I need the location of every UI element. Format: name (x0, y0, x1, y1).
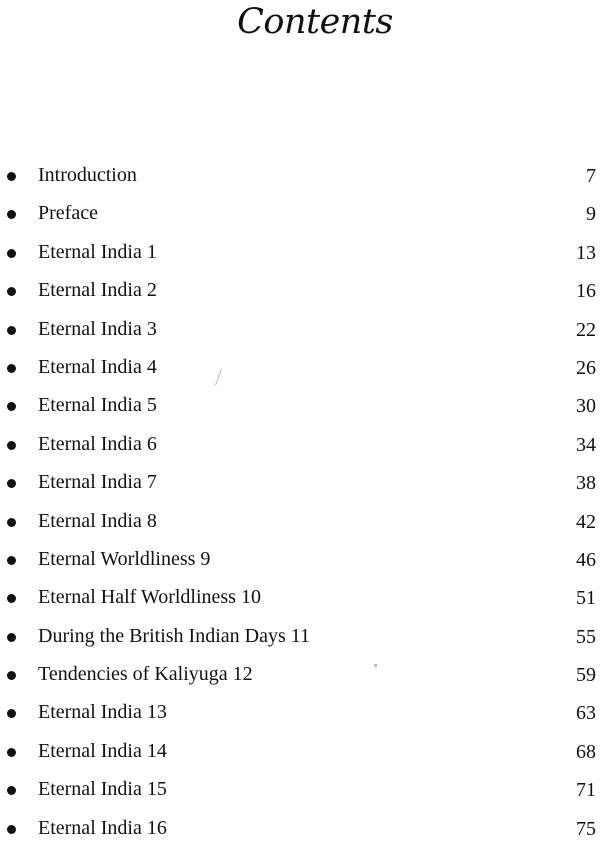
entry-title: Preface (38, 202, 98, 225)
bullet-icon (7, 825, 16, 834)
entry-title: Eternal India 13 (38, 701, 167, 724)
toc-entry[interactable] (0, 578, 600, 616)
bullet-icon (7, 172, 16, 181)
entry-title: Eternal India 4 (38, 355, 157, 378)
bullet-icon (7, 594, 16, 603)
bullet-icon (7, 441, 16, 450)
entry-title: Eternal India 6 (38, 432, 157, 455)
toc-entry[interactable] (0, 502, 600, 540)
entry-page-number: 63 (576, 702, 596, 725)
toc-entry[interactable] (0, 271, 600, 309)
entry-title: Eternal India 7 (38, 471, 157, 494)
entry-title: Eternal India 2 (38, 279, 157, 302)
entry-page-number: 71 (576, 779, 596, 802)
entry-title: Eternal India 5 (38, 394, 157, 417)
bullet-icon (7, 326, 16, 335)
page-title: Contents (237, 2, 393, 42)
entry-page-number: 34 (576, 433, 596, 456)
entry-page-number: 46 (576, 548, 596, 571)
entry-title: Eternal India 3 (38, 317, 157, 340)
bullet-icon (7, 402, 16, 411)
entry-title: Eternal Worldliness 9 (38, 547, 211, 570)
entry-title: During the British Indian Days 11 (38, 624, 311, 647)
bullet-icon (7, 518, 16, 527)
bullet-icon (7, 210, 16, 219)
toc-entry[interactable] (0, 655, 600, 693)
bullet-icon (7, 287, 16, 296)
toc-entry[interactable] (0, 310, 600, 348)
entry-title: Eternal India 16 (38, 816, 167, 839)
entry-title: Eternal India 15 (38, 778, 167, 801)
entry-title: Eternal India 8 (38, 509, 157, 532)
table-of-contents (0, 156, 600, 847)
entry-page-number: 38 (576, 472, 596, 495)
toc-entry[interactable] (0, 770, 600, 808)
toc-entry[interactable] (0, 233, 600, 271)
entry-page-number: 55 (576, 625, 596, 648)
entry-title: Eternal India 14 (38, 739, 167, 762)
toc-entry[interactable] (0, 540, 600, 578)
bullet-icon (7, 786, 16, 795)
toc-entry[interactable] (0, 732, 600, 770)
entry-page-number: 42 (576, 510, 596, 533)
bullet-icon (7, 633, 16, 642)
entry-page-number: 30 (576, 395, 596, 418)
entry-page-number: 16 (576, 280, 596, 303)
bullet-icon (7, 671, 16, 680)
entry-page-number: 75 (576, 817, 596, 840)
entry-page-number: 26 (576, 356, 596, 379)
entry-title: Eternal Half Worldliness 10 (38, 586, 261, 609)
entry-title: Eternal India 1 (38, 240, 157, 263)
entry-page-number: 59 (576, 664, 596, 687)
bullet-icon (7, 748, 16, 757)
entry-page-number: 22 (576, 318, 596, 341)
toc-entry[interactable] (0, 809, 600, 847)
toc-entry[interactable] (0, 693, 600, 731)
bullet-icon (7, 556, 16, 565)
entry-title: Introduction (38, 164, 137, 186)
bullet-icon (7, 479, 16, 488)
toc-entry[interactable] (0, 617, 600, 655)
toc-entry[interactable] (0, 463, 600, 501)
toc-entry[interactable] (0, 386, 600, 424)
bullet-icon (7, 709, 16, 718)
toc-entry[interactable] (0, 348, 600, 386)
entry-page-number: 9 (586, 203, 596, 226)
entry-title: Tendencies of Kaliyuga 12 (38, 663, 253, 686)
toc-entry[interactable] (0, 156, 600, 194)
bullet-icon (7, 249, 16, 258)
entry-page-number: 13 (576, 241, 596, 264)
toc-entry[interactable] (0, 194, 600, 232)
bullet-icon (7, 364, 16, 373)
entry-page-number: 68 (576, 740, 596, 763)
entry-page-number: 51 (576, 587, 596, 610)
toc-entry[interactable] (0, 425, 600, 463)
entry-page-number: 7 (586, 165, 596, 187)
